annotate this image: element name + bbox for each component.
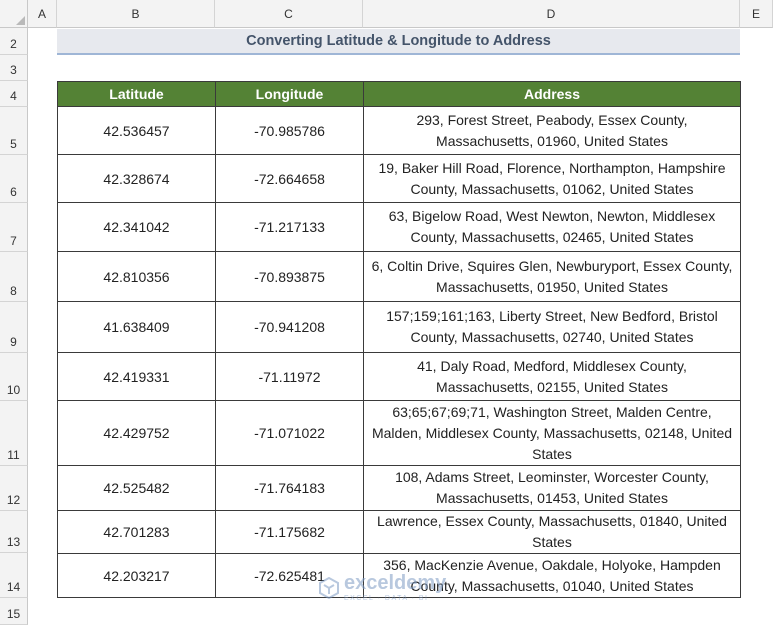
longitude-cell[interactable]: -70.893875 [216, 252, 364, 302]
latitude-cell[interactable]: 42.328674 [58, 155, 216, 203]
column-header-d[interactable]: D [363, 0, 740, 28]
latitude-cell[interactable]: 42.341042 [58, 203, 216, 252]
address-cell[interactable]: Lawrence, Essex County, Massachusetts, 01840, United States [364, 511, 741, 554]
address-cell[interactable]: 108, Adams Street, Leominster, Worcester County, Massachusetts, 01453, United States [364, 466, 741, 511]
row-header-5[interactable]: 5 [0, 107, 28, 155]
row-header-13[interactable]: 13 [0, 511, 28, 553]
table-row [58, 401, 741, 466]
row-header-2[interactable]: 2 [0, 28, 28, 55]
watermark-name: exceldemy [344, 572, 447, 594]
address-cell[interactable]: 19, Baker Hill Road, Florence, Northampton, Hampshire County, Massachusetts, 01062, United States [364, 155, 741, 203]
column-header-a[interactable]: A [28, 0, 57, 28]
longitude-cell[interactable]: -71.175682 [216, 511, 364, 554]
latitude-cell[interactable]: 41.638409 [58, 302, 216, 353]
longitude-cell[interactable]: -72.625481 [216, 554, 364, 598]
row-header-7[interactable]: 7 [0, 203, 28, 252]
table-row [58, 353, 741, 401]
address-cell[interactable]: 293, Forest Street, Peabody, Essex County, Massachusetts, 01960, United States [364, 107, 741, 155]
longitude-cell[interactable]: -71.217133 [216, 203, 364, 252]
longitude-cell[interactable]: -70.941208 [216, 302, 364, 353]
sheet-title[interactable]: Converting Latitude & Longitude to Address [57, 29, 740, 55]
address-cell[interactable]: 63;65;67;69;71, Washington Street, Malden Centre, Malden, Middlesex County, Massachusetts, 02148, United States [364, 401, 741, 466]
address-cell[interactable]: 157;159;161;163, Liberty Street, New Bedford, Bristol County, Massachusetts, 02740, United States [364, 302, 741, 353]
longitude-cell[interactable]: -71.11972 [216, 353, 364, 401]
address-cell[interactable]: 6, Coltin Drive, Squires Glen, Newburyport, Essex County, Massachusetts, 01950, United States [364, 252, 741, 302]
column-header-e[interactable]: E [740, 0, 773, 28]
table-row [58, 466, 741, 511]
longitude-cell[interactable]: -72.664658 [216, 155, 364, 203]
longitude-cell[interactable]: -71.071022 [216, 401, 364, 466]
column-header-b[interactable]: B [57, 0, 215, 28]
table-row [58, 203, 741, 252]
longitude-header[interactable]: Longitude [216, 82, 364, 107]
row-header-8[interactable]: 8 [0, 252, 28, 302]
row-header-9[interactable]: 9 [0, 302, 28, 353]
watermark-tagline: EXCEL · DATA · BI [344, 595, 429, 602]
longitude-cell[interactable]: -71.764183 [216, 466, 364, 511]
table-row [58, 252, 741, 302]
row-header-4[interactable]: 4 [0, 81, 28, 107]
table-row [58, 107, 741, 155]
table-header-row [58, 82, 741, 107]
column-header-c[interactable]: C [215, 0, 363, 28]
latitude-cell[interactable]: 42.810356 [58, 252, 216, 302]
address-cell[interactable]: 63, Bigelow Road, West Newton, Newton, Middlesex County, Massachusetts, 02465, United States [364, 203, 741, 252]
address-header[interactable]: Address [364, 82, 741, 107]
address-cell[interactable]: 41, Daly Road, Medford, Middlesex County, Massachusetts, 02155, United States [364, 353, 741, 401]
latitude-cell[interactable]: 42.525482 [58, 466, 216, 511]
latitude-cell[interactable]: 42.419331 [58, 353, 216, 401]
latitude-cell[interactable]: 42.203217 [58, 554, 216, 598]
latitude-cell[interactable]: 42.429752 [58, 401, 216, 466]
latitude-cell[interactable]: 42.536457 [58, 107, 216, 155]
table-row [58, 511, 741, 554]
row-header-11[interactable]: 11 [0, 401, 28, 466]
row-header-3[interactable]: 3 [0, 55, 28, 81]
table-row [58, 554, 741, 598]
row-header-6[interactable]: 6 [0, 155, 28, 203]
table-row [58, 302, 741, 353]
select-all-corner[interactable] [0, 0, 28, 28]
table-row [58, 155, 741, 203]
row-header-14[interactable]: 14 [0, 553, 28, 598]
row-header-15[interactable]: 15 [0, 598, 28, 625]
address-cell[interactable]: 356, MacKenzie Avenue, Oakdale, Holyoke, Hampden County, Massachusetts, 01040, United States [364, 554, 741, 598]
latitude-cell[interactable]: 42.701283 [58, 511, 216, 554]
longitude-cell[interactable]: -70.985786 [216, 107, 364, 155]
coordinates-table [57, 81, 741, 598]
latitude-header[interactable]: Latitude [58, 82, 216, 107]
row-header-10[interactable]: 10 [0, 353, 28, 401]
row-header-12[interactable]: 12 [0, 466, 28, 511]
